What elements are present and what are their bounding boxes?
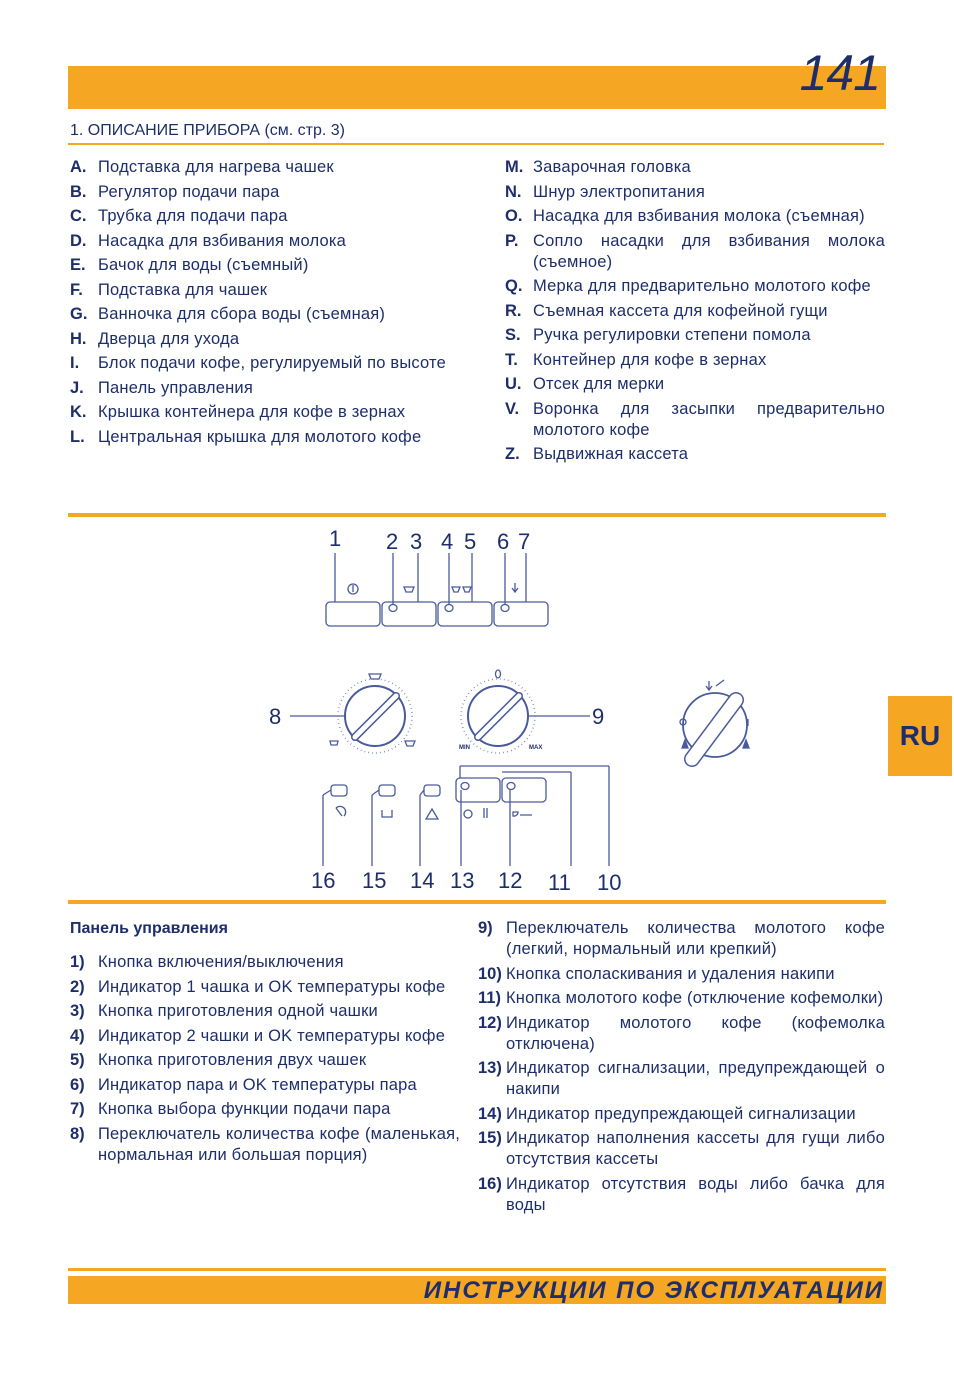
control-panel-diagram	[0, 520, 954, 900]
list-item: 13) Индикатор сигнализации, предупреждающей о накипи	[478, 1059, 885, 1098]
callout-5: 5	[464, 529, 477, 554]
language-tab: RU	[888, 696, 952, 776]
page-number: 141	[799, 45, 880, 101]
list-item: O. Насадка для взбивания молока (съемная)	[505, 207, 865, 225]
list-item: P. Сопло насадки для взбивания молока (съемное)	[505, 231, 885, 271]
footer-title: ИНСТРУКЦИИ ПО ЭКСПЛУАТАЦИИ	[423, 1277, 884, 1304]
list-item: S. Ручка регулировки степени помола	[505, 326, 811, 344]
list-item: 3) Кнопка приготовления одной чашки	[70, 1002, 378, 1020]
separator-bottom	[68, 900, 886, 904]
callout-16: 16	[311, 868, 336, 893]
callout-7: 7	[518, 529, 531, 554]
list-item: C. Трубка для подачи пара	[70, 207, 288, 225]
callout-8: 8	[269, 704, 282, 729]
scoop-icon	[513, 812, 532, 816]
list-item: 15) Индикатор наполнения кассеты для гущи либо отсутствия кассеты	[478, 1129, 885, 1168]
list-item: 12) Индикатор молотого кофе (кофемолка отключена)	[478, 1013, 885, 1053]
bean-icon	[496, 670, 501, 678]
small-cup-icon	[330, 741, 338, 745]
callout-2: 2	[386, 529, 399, 554]
max-label: MAX	[529, 745, 543, 751]
two-cups-indicator	[445, 605, 453, 612]
list-item: A. Подставка для нагрева чашек	[70, 158, 334, 176]
alarm-indicator	[424, 785, 440, 796]
list-item: H. Дверца для ухода	[70, 329, 240, 348]
ground-coffee-indicator	[507, 783, 515, 790]
list-item: G. Ванночка для сбора воды (съемная)	[70, 305, 386, 323]
one-cup-indicator	[389, 605, 397, 612]
callout-1: 1	[329, 526, 342, 551]
descale-indicator	[461, 783, 469, 790]
footer-line	[68, 1268, 886, 1271]
title-underline	[68, 143, 884, 145]
list-item: U. Отсек для мерки	[505, 375, 665, 393]
separator-top	[68, 513, 886, 517]
list-item: 7) Кнопка выбора функции подачи пара	[70, 1100, 391, 1118]
grounds-box-icon	[382, 810, 392, 817]
list-item: 9) Переключатель количества молотого кофе (легкий, нормальный или крепкий)	[478, 919, 885, 958]
list-item: 8) Переключатель количества кофе (маленькая, нормальная или большая порция)	[70, 1124, 460, 1164]
list-item: M. Заварочная головка	[505, 158, 691, 176]
rinse-descale-button	[456, 778, 500, 802]
warning-icon	[426, 809, 438, 819]
callout-15: 15	[362, 868, 387, 893]
descale-icon	[464, 810, 472, 818]
cup-icon	[404, 587, 414, 592]
list-item: T. Контейнер для кофе в зернах	[505, 350, 767, 369]
list-item: 6) Индикатор пара и OK температуры пара	[70, 1075, 417, 1094]
callout-10: 10	[597, 870, 622, 895]
min-label: MIN	[459, 745, 470, 751]
callout-13: 13	[450, 868, 475, 893]
callout-11: 11	[548, 870, 571, 895]
list-item: K. Крышка контейнера для кофе в зернах	[70, 403, 406, 421]
big-cup-icon	[405, 741, 415, 746]
list-item: N. Шнур электропитания	[505, 182, 705, 201]
steam-icon	[512, 583, 518, 592]
list-item: E. Бачок для воды (съемный)	[70, 256, 309, 274]
list-item: D. Насадка для взбивания молока	[70, 231, 347, 250]
list-item: I. Блок подачи кофе, регулируемый по высоте	[70, 354, 446, 372]
large-cup-icon	[369, 674, 381, 679]
water-icon	[336, 806, 346, 816]
parts-list-left	[70, 157, 450, 451]
list-item: Q. Мерка для предварительно молотого кофе	[505, 277, 871, 295]
list-item: 11) Кнопка молотого кофе (отключение кофемолки)	[478, 989, 884, 1007]
header-bar	[68, 66, 886, 109]
list-item: B. Регулятор подачи пара	[70, 182, 280, 201]
water-indicator	[331, 785, 347, 796]
callout-3: 3	[410, 529, 423, 554]
list-item: V. Воронка для засыпки предварительно молотого кофе	[505, 399, 885, 439]
callout-12: 12	[498, 868, 523, 893]
list-item: 14) Индикатор предупреждающей сигнализации	[478, 1104, 856, 1123]
controls-list-left	[70, 952, 460, 1169]
list-item: 10) Кнопка споласкивания и удаления накипи	[478, 964, 835, 983]
list-item: F. Подставка для чашек	[70, 280, 268, 299]
steam-symbol-icon	[706, 680, 724, 690]
list-item: R. Съемная кассета для кофейной гущи	[505, 301, 828, 320]
callout-6: 6	[497, 529, 510, 554]
list-item: 4) Индикатор 2 чашки и OK температуры кофе	[70, 1026, 446, 1045]
parts-list-right	[505, 157, 885, 469]
list-item: L. Центральная крышка для молотого кофе	[70, 427, 422, 446]
callout-4: 4	[441, 529, 454, 554]
list-item: 5) Кнопка приготовления двух чашек	[70, 1051, 367, 1069]
ground-coffee-button	[502, 778, 546, 802]
list-item: 2) Индикатор 1 чашка и OK температуры кофе	[70, 977, 446, 996]
list-item: Z. Выдвижная кассета	[505, 445, 689, 463]
list-item: J. Панель управления	[70, 378, 253, 397]
grounds-indicator	[379, 785, 395, 796]
callout-14: 14	[410, 868, 435, 893]
panel-title: Панель управления	[70, 920, 228, 937]
callout-9: 9	[592, 704, 605, 729]
power-button	[326, 602, 380, 626]
list-item: 16) Индикатор отсутствия воды либо бачка для воды	[478, 1174, 885, 1214]
two-cups-icon	[452, 587, 471, 592]
section-title: 1. ОПИСАНИЕ ПРИБОРА (см. стр. 3)	[70, 122, 345, 139]
list-item: 1) Кнопка включения/выключения	[70, 953, 344, 971]
steam-indicator	[501, 605, 509, 612]
controls-list-right	[478, 918, 885, 1219]
